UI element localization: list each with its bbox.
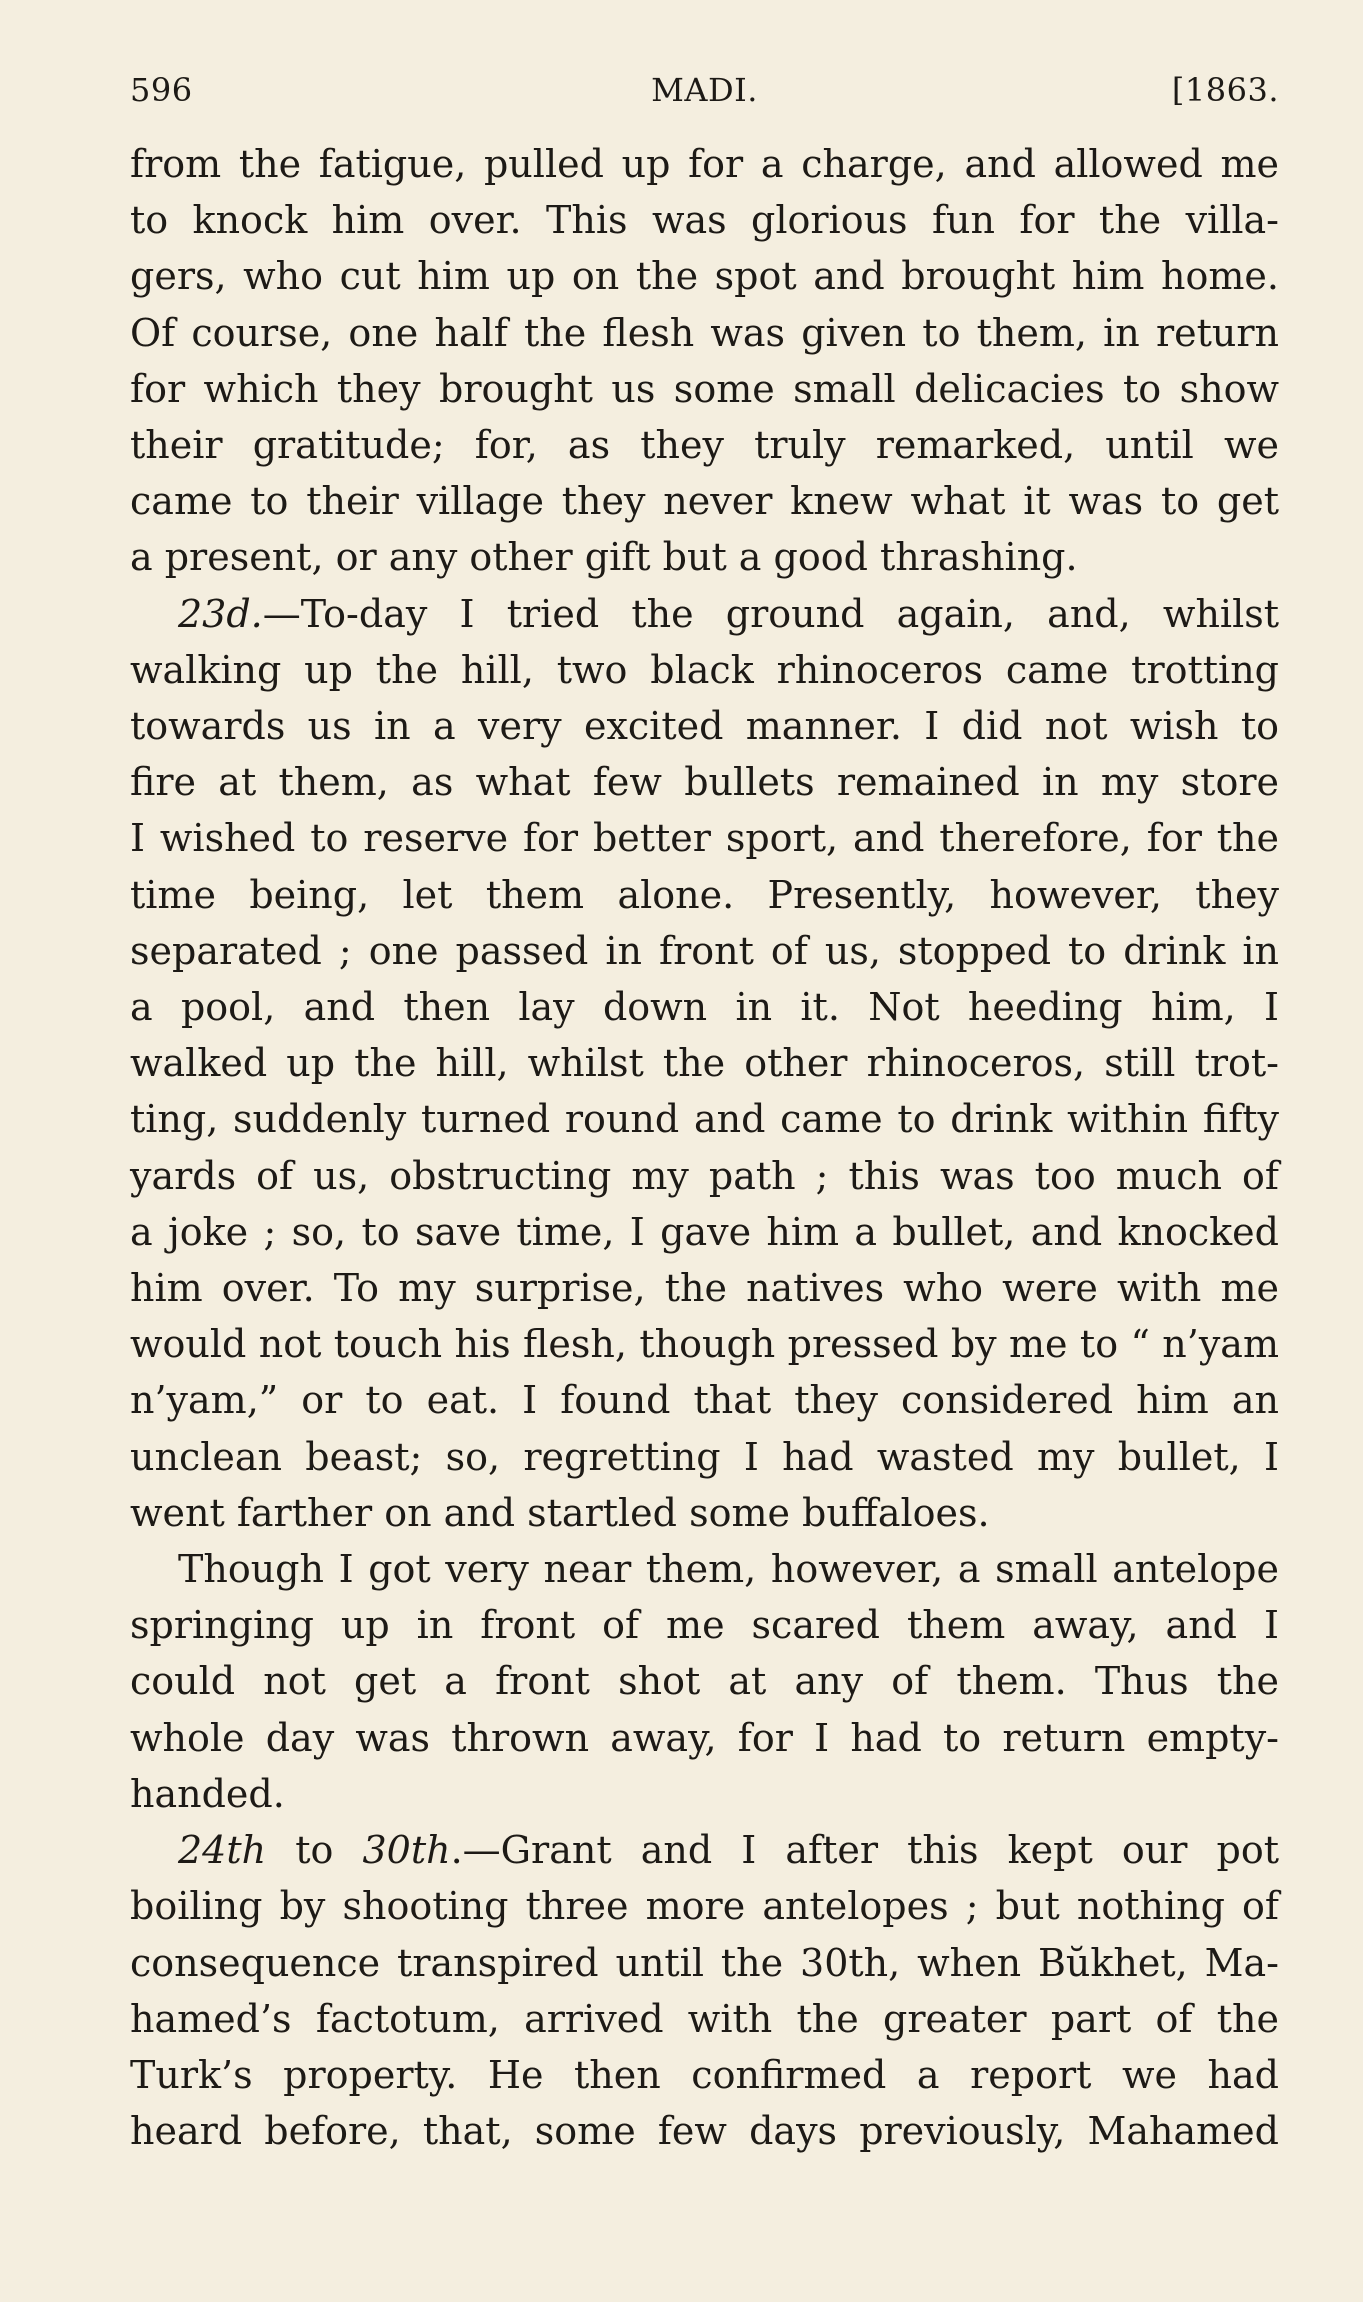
text-line-with-date [130, 1822, 1279, 1878]
text-line: a present, or any other gift but a good thrashing. [130, 535, 1078, 580]
text-line: for which they brought us some small delicacies to show [130, 366, 1279, 411]
text-line: him over. To my surprise, the natives who were with me [130, 1266, 1279, 1311]
text-line: handed. [130, 1771, 285, 1816]
text-line: Of course, one half the flesh was given to them, in return [130, 310, 1279, 355]
text-line: walking up the hill, two black rhinoceros came trotting [130, 647, 1279, 692]
text-line: went farther on and startled some buffaloes. [130, 1490, 990, 1535]
text-line: came to their village they never knew what it was to get [130, 479, 1279, 524]
running-year: [1863. [1171, 71, 1279, 109]
text-line: would not touch his flesh, though pressed by me to “ n’yam [130, 1322, 1279, 1367]
text-line: towards us in a very excited manner. I did not wish to [130, 704, 1279, 749]
text-line: yards of us, obstructing my path ; this was too much of [130, 1153, 1279, 1198]
text-line: from the fatigue, pulled up for a charge, and allowed me [130, 142, 1279, 186]
text-line: I wished to reserve for better sport, and therefore, for the [130, 816, 1279, 861]
text-line: n’yam,” or to eat. I found that they considered him an [130, 1378, 1279, 1423]
text-line: boiling by shooting three more antelopes ; but nothing of [130, 1884, 1279, 1929]
text-line-with-date [130, 586, 1279, 642]
date-30th: 30th [362, 1828, 451, 1873]
text-line: could not get a front shot at any of them. Thus the [130, 1659, 1279, 1704]
text-line: to knock him over. This was glorious fun for the villa- [130, 198, 1279, 243]
text-line: walked up the hill, whilst the other rhinoceros, still trot- [130, 1041, 1279, 1086]
text-line: springing up in front of me scared them away, and I [130, 1603, 1279, 1648]
text-line-rest: —To-day I tried the ground again, and, whilst [262, 591, 1279, 636]
text-line: heard before, that, some few days previously, Mahamed [130, 2109, 1279, 2154]
text-line: time being, let them alone. Presently, however, they [130, 872, 1279, 917]
date-23d: 23d. [178, 591, 263, 636]
page-number: 596 [130, 71, 193, 109]
text-line: Though I got very near them, however, a small antelope [178, 1547, 1279, 1592]
running-head [130, 58, 1279, 122]
text-line: a joke ; so, to save time, I gave him a bullet, and knocked [130, 1209, 1279, 1254]
text-line: hamed’s factotum, arrived with the greater part of the [130, 1996, 1279, 2041]
text-line: Turk’s property. He then confirmed a report we had [130, 2052, 1279, 2097]
text-connector: to [266, 1828, 363, 1873]
body-text [130, 136, 1279, 2159]
text-line: unclean beast; so, regretting I had wasted my bullet, I [130, 1434, 1279, 1479]
date-24th: 24th [178, 1828, 267, 1873]
running-title: MADI. [651, 71, 758, 109]
text-line: separated ; one passed in front of us, stopped to drink in [130, 928, 1279, 973]
text-line: fire at them, as what few bullets remained in my store [130, 760, 1279, 805]
text-line-rest: .—Grant and I after this kept our pot [450, 1828, 1279, 1873]
text-line: their gratitude; for, as they truly remarked, until we [130, 423, 1279, 468]
text-line: gers, who cut him up on the spot and brought him home. [130, 254, 1279, 299]
text-line: a pool, and then lay down in it. Not heeding him, I [130, 985, 1279, 1030]
text-line: ting, suddenly turned round and came to drink within fifty [130, 1097, 1279, 1142]
text-line: consequence transpired until the 30th, when Bŭkhet, Ma- [130, 1940, 1279, 1985]
text-line: whole day was thrown away, for I had to return empty- [130, 1715, 1279, 1760]
